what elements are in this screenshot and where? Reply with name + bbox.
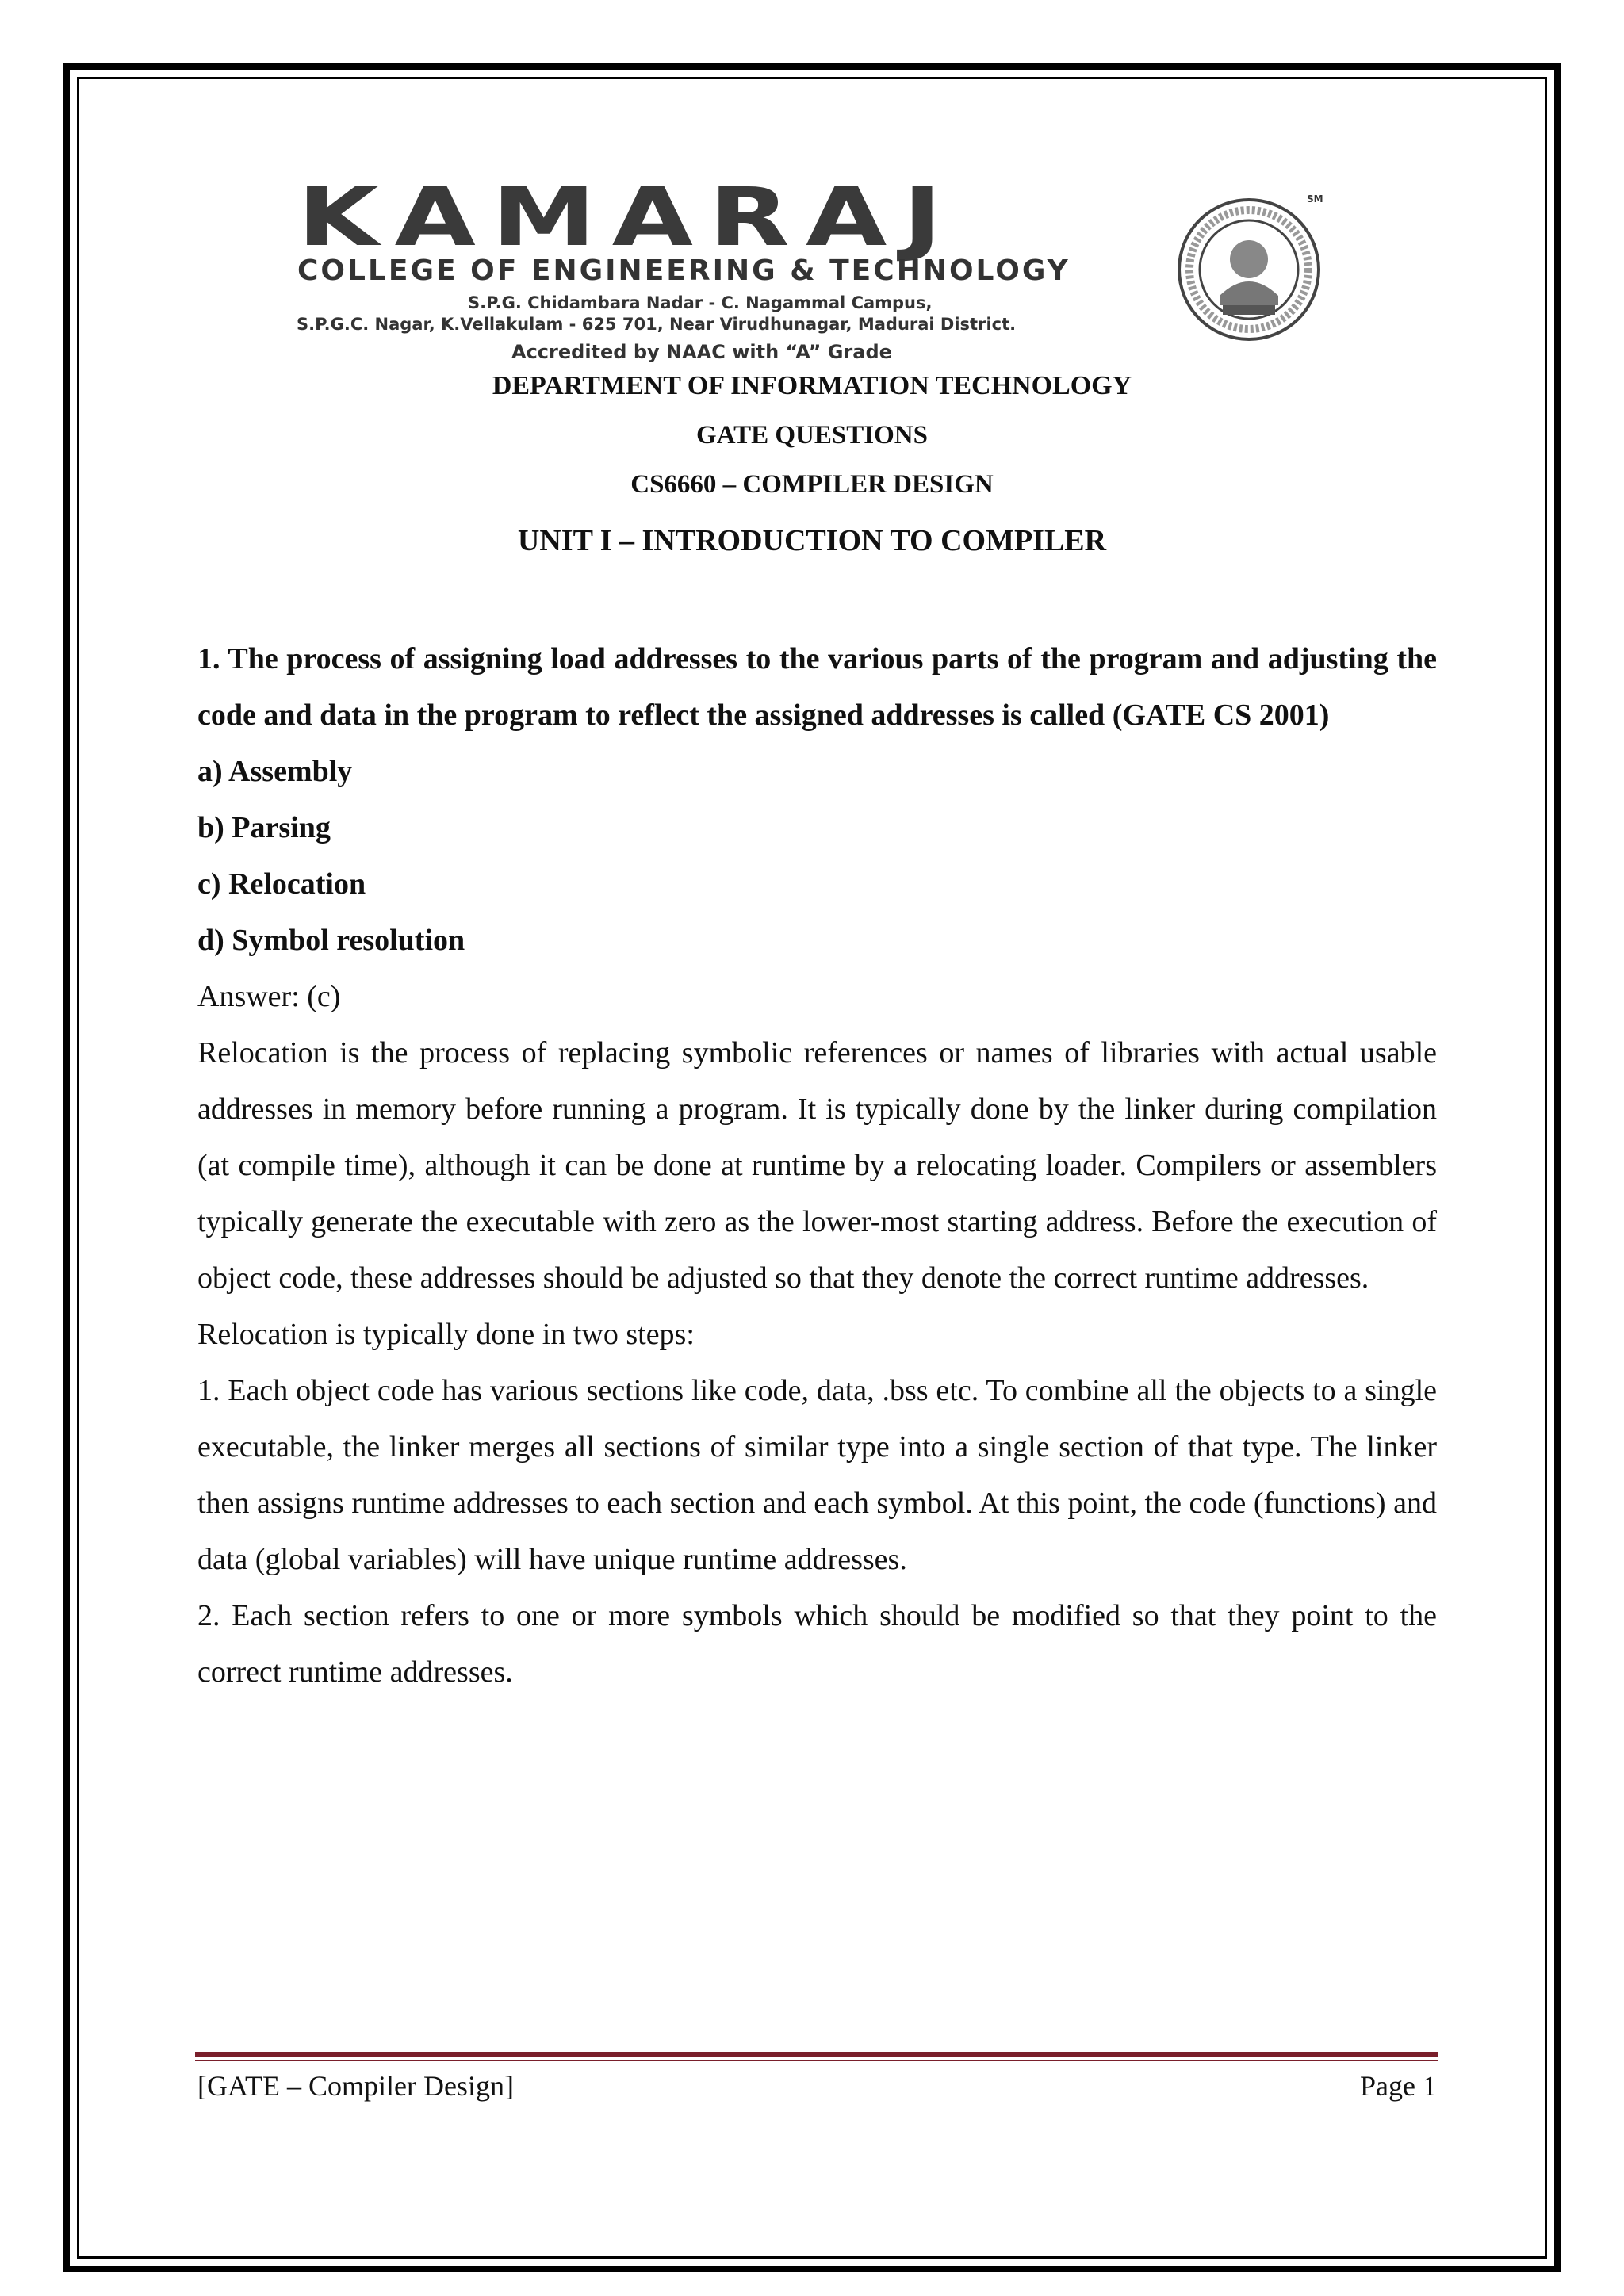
college-seal-icon	[1174, 194, 1324, 345]
logo-address-line: S.P.G.C. Nagar, K.Vellakulam - 625 701, Near Virudhunagar, Madurai District.	[297, 315, 1017, 334]
steps-intro: Relocation is typically done in two steps:	[197, 1318, 695, 1351]
step-one: 1. Each object code has various sections like code, data, .bss etc. To combine all the objects to a single executable, the linker merges all sections of similar type into a single section of that type. The linker then assigns runtime addresses to each section and each symbol. At this point, the code (functions) and data (global variables) will have unique runtime addresses.	[197, 1374, 1437, 1576]
question-text: 1. The process of assigning load addresses to the various parts of the program and adjusting the code and data in the program to reflect the assigned addresses is called (GATE CS 2001)	[197, 642, 1437, 732]
department-title: DEPARTMENT OF INFORMATION TECHNOLOGY	[492, 371, 1132, 400]
footer-document-title: [GATE – Compiler Design]	[197, 2070, 514, 2102]
unit-title: UNIT I – INTRODUCTION TO COMPILER	[517, 524, 1107, 557]
question-section	[197, 631, 1437, 1701]
option-d: d) Symbol resolution	[197, 924, 465, 957]
course-title: CS6660 – COMPILER DESIGN	[630, 470, 994, 499]
option-c: c) Relocation	[197, 867, 366, 901]
option-a: a) Assembly	[197, 755, 353, 788]
option-b: b) Parsing	[197, 811, 331, 844]
logo-campus-line: S.P.G. Chidambara Nadar - C. Nagammal Campus,	[468, 293, 933, 312]
service-mark: SM	[1307, 193, 1323, 205]
logo-accreditation: Accredited by NAAC with “A” Grade	[511, 341, 892, 363]
footer-rule-thin	[195, 2060, 1438, 2061]
step-two: 2. Each section refers to one or more symbols which should be modified so that they point to the correct runtime addresses.	[197, 1599, 1437, 1689]
footer-rule	[195, 2052, 1438, 2057]
gate-questions-title: GATE QUESTIONS	[696, 421, 928, 450]
logo-title: KAMARAJ	[297, 170, 958, 265]
logo-college-name: COLLEGE OF ENGINEERING & TECHNOLOGY	[297, 254, 1071, 287]
footer-page-number: Page 1	[1360, 2070, 1437, 2102]
explanation-paragraph: Relocation is the process of replacing symbolic references or names of libraries with actual usable addresses in memory before running a program. It is typically done by the linker during compilation (at compile time), although it can be done at runtime by a relocating loader. Compilers or assemblers typically generate the executable with zero as the lower-most starting address. Before the execution of object code, these addresses should be adjusted so that they denote the correct runtime addresses.	[197, 1036, 1437, 1295]
answer-line: Answer: (c)	[197, 980, 341, 1013]
